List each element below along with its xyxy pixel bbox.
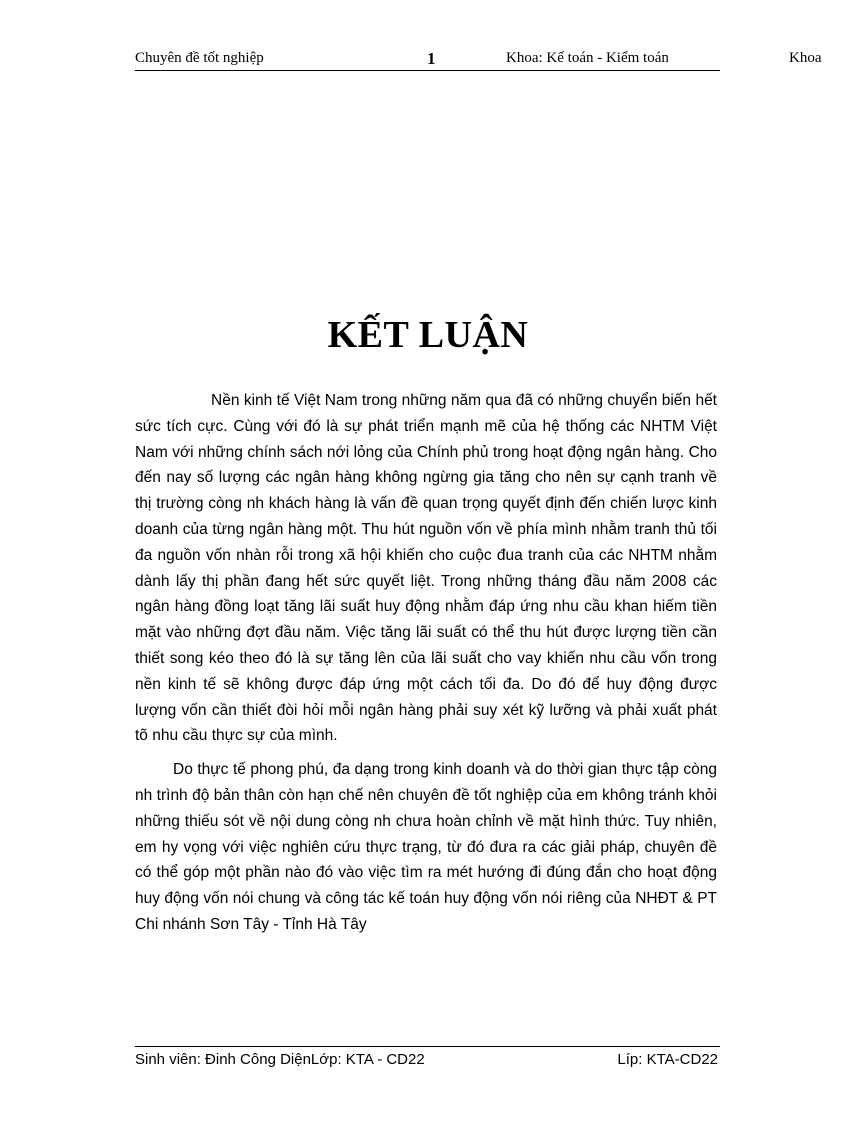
paragraph-2: Do thực tế phong phú, đa dạng trong kinh doanh và do thời gian thực tập còng nh trình độ bản thân còn hạn chế nên chuyên đề tốt nghiệp của em không tránh khỏi những thiếu sót về nội dung còng nh chưa hoàn chỉnh về mặt hình thức. Tuy nhiên, em hy vọng với việc nghiên cứu thực trạng, từ đó đưa ra các giải pháp, chuyên đề có thể góp một phần nào đó vào việc tìm ra mét hướng đi đúng đắn cho hoạt động huy động vốn nói chung và công tác kế toán huy động vốn nói riêng của NHĐT & PT Chi nhánh Sơn Tây - Tỉnh Hà Tây (135, 761, 717, 933)
page-title: KẾT LUẬN (327, 314, 529, 356)
conclusion-body (135, 388, 717, 946)
page-header (135, 48, 720, 71)
page-number: 1 (427, 49, 436, 68)
page-footer (135, 1046, 720, 1071)
header-document-type: Chuyên đề tốt nghiệp (135, 50, 264, 66)
header-overflow-text: Khoa (789, 50, 822, 66)
footer-class: Líp: KTA-CD22 (617, 1051, 718, 1068)
footer-student: Sinh viên: Đinh Công DiệnLớp: KTA - CD22 (135, 1051, 425, 1068)
paragraph-1: Nền kinh tế Việt Nam trong những năm qua đã có những chuyển biến hết sức tích cực. Cùng với đó là sự phát triển mạnh mẽ của hệ thống các NHTM Việt Nam với những chính sách nới lỏng của Chính phủ trong hoạt động ngân hàng. Cho đến nay số lượng các ngân hàng không ngừng gia tăng cho nên sự cạnh tranh về thị trường còng nh khách hàng là vấn đề quan trọng quyết định đến chiến lược kinh doanh của từng ngân hàng một. Thu hút nguồn vốn về phía mình nhằm tranh thủ tối đa nguồn vốn nhàn rỗi trong xã hội khiến cho cuộc đua tranh của các NHTM nhằm dành lấy thị phần đang hết sức quyết liệt. Trong những tháng đầu năm 2008 các ngân hàng đồng loạt tăng lãi suất huy động nhằm đáp ứng nhu cầu khan hiếm tiền mặt vào những đợt đầu năm. Việc tăng lãi suất có thể thu hút được lượng tiền cần thiết song kéo theo đó là sự tăng lên của lãi suất cho vay khiến nhu cầu vốn trong nền kinh tế sẽ không được đáp ứng một cách tối đa. Do đó để huy động được lượng vốn cần thiết đòi hỏi mỗi ngân hàng phải suy xét kỹ lưỡng và phải xuất phát tõ nhu cầu thực sự của mình. (135, 392, 717, 745)
header-faculty: Khoa: Kế toán - Kiểm toán (506, 50, 669, 66)
